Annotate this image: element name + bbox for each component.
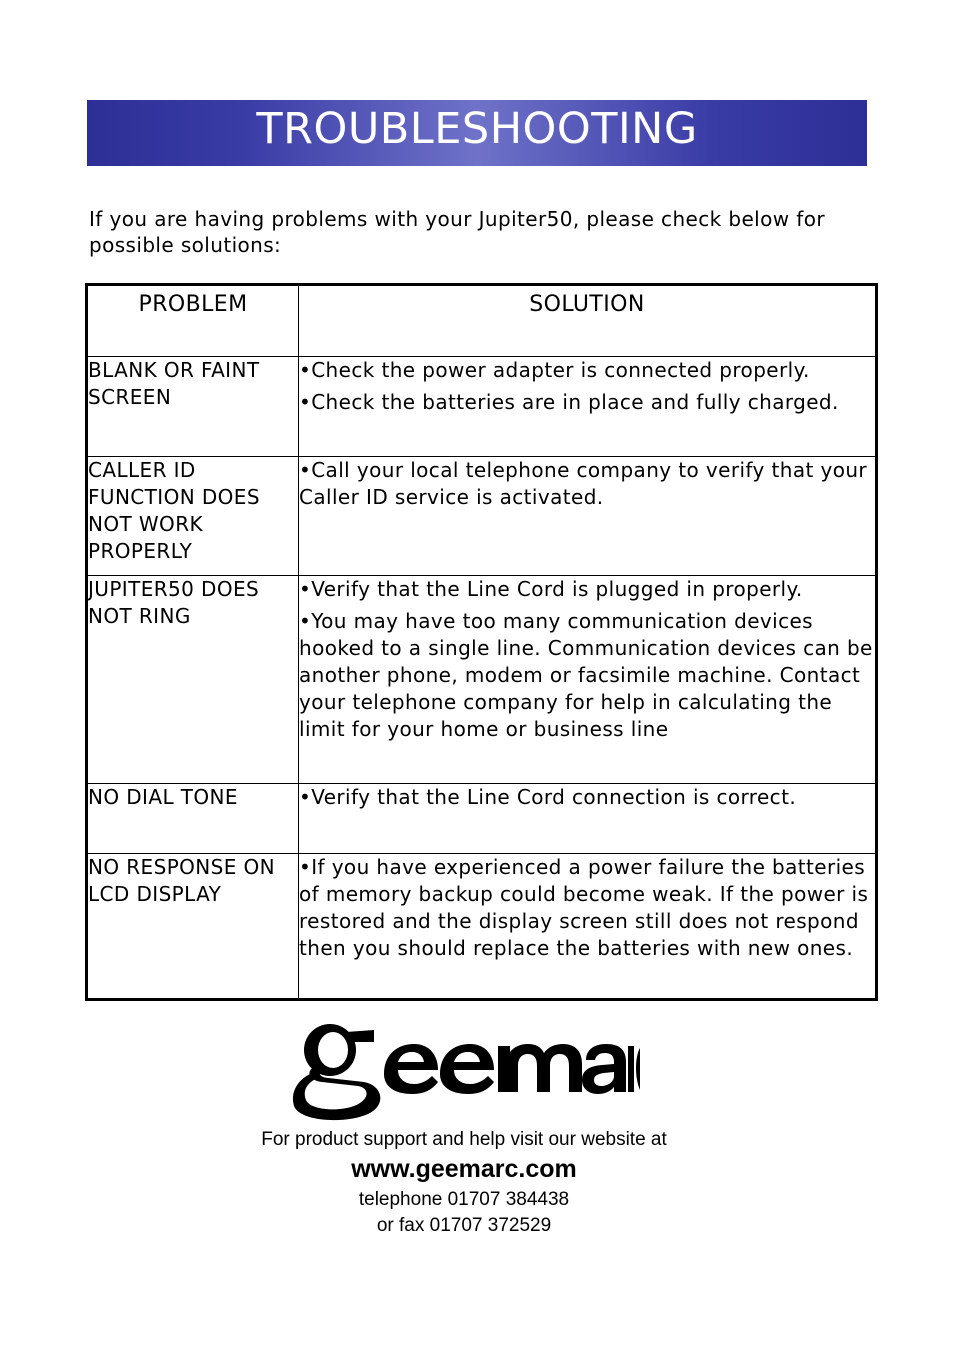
solution-cell <box>299 357 877 457</box>
support-text: For product support and help visit our website at <box>261 1129 667 1150</box>
table-row <box>87 784 877 854</box>
problem-cell: BLANK OR FAINT SCREEN <box>87 357 299 457</box>
problem-cell: NO RESPONSE ON LCD DISPLAY <box>87 854 299 1000</box>
table-row <box>87 457 877 576</box>
solution-cell <box>299 784 877 854</box>
page-title: TROUBLESHOOTING <box>256 103 698 154</box>
troubleshooting-table <box>85 283 878 1001</box>
solution-item: •If you have experienced a power failure the batteries of memory backup could become weak. If the power is restored and the display screen still does not respond then you should replace the batteries with new ones. <box>299 855 869 960</box>
intro-text: If you are having problems with your Jupiter50, please check below for possible solutions: <box>89 207 825 257</box>
problem-cell: CALLER ID FUNCTION DOES NOT WORK PROPERLY <box>87 457 299 576</box>
problem-cell: NO DIAL TONE <box>87 784 299 854</box>
solution-cell <box>299 457 877 576</box>
table-row <box>87 357 877 457</box>
solution-column-header: SOLUTION <box>299 285 877 357</box>
problem-cell: JUPITER50 DOES NOT RING <box>87 576 299 784</box>
solution-cell <box>299 854 877 1000</box>
solution-item: •Verify that the Line Cord is plugged in properly. <box>299 577 803 601</box>
solution-item: •Check the power adapter is connected properly. <box>299 358 810 382</box>
fax-text: or fax 01707 372529 <box>376 1215 552 1236</box>
website-link[interactable]: www.geemarc.com <box>351 1155 577 1183</box>
table-header-row <box>87 285 877 357</box>
telephone-text: telephone 01707 384438 <box>358 1189 570 1210</box>
solution-cell <box>299 576 877 784</box>
title-banner <box>87 100 867 166</box>
solution-item: •Check the batteries are in place and fully charged. <box>299 390 839 414</box>
geemarc-logo <box>288 1020 640 1123</box>
problem-column-header: PROBLEM <box>87 285 299 357</box>
table-row <box>87 576 877 784</box>
solution-item: •You may have too many communication devices hooked to a single line. Communication devices can be another phone, modem or facsimile machine. Contact your telephone company for help in calculating the limit for your home or business line <box>299 609 873 741</box>
table-row <box>87 854 877 1000</box>
solution-item: •Call your local telephone company to verify that your Caller ID service is activated. <box>299 458 868 509</box>
solution-item: •Verify that the Line Cord connection is correct. <box>299 785 797 809</box>
